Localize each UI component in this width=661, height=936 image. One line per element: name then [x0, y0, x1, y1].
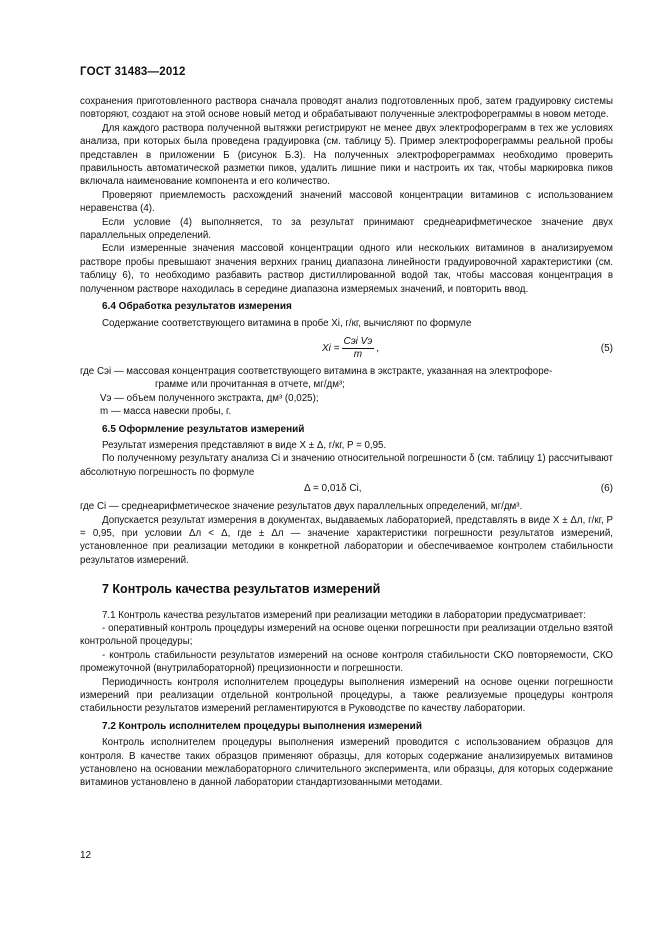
- paragraph: 7.1 Контроль качества результатов измерений при реализации методики в лаборатории предусматривает:: [102, 609, 586, 621]
- paragraph: Для каждого раствора полученной вытяжки регистрируют не менее двух электрофореграмм в тех же условиях анализа, при которых была проведена градуировка (см. таблицу 5). Пример электрофореграммы реальной пробы представлен в приложении Б (рисунок Б.3). На полученных электрофореграммах необходимо проверить правильность автоматической разметки пиков, удалить лишние пики и настроить их так, чтобы маркировка пиков включала наименование компонента и его количество.: [80, 122, 613, 188]
- equation-number: (5): [600, 342, 613, 354]
- page-header: ГОСТ 31483—2012: [80, 66, 186, 78]
- paragraph: Содержание соответствующего витамина в пробе Xi, г/кг, вычисляют по формуле: [102, 317, 472, 329]
- definition-ci: где Ci — среднеарифметическое значение результатов двух параллельных определений, мг/дм³.: [80, 501, 523, 513]
- definition-m: m — масса навески пробы, г.: [100, 406, 232, 418]
- paragraph: сохранения приготовленного раствора сначала проводят анализ подготовленных проб, затем градуировку системы повторяют, создают на этой основе новый метод и обрабатывают полученные электрофореграммы в новом методе.: [80, 96, 613, 121]
- section-heading-7: 7 Контроль качества результатов измерений: [102, 582, 381, 597]
- page-number: 12: [80, 850, 92, 861]
- page-content: [80, 95, 613, 790]
- section-heading-6-4: 6.4 Обработка результатов измерения: [102, 301, 292, 313]
- section-heading-7-2: 7.2 Контроль исполнителем процедуры выполнения измерений: [102, 720, 422, 732]
- section-heading-6-5: 6.5 Оформление результатов измерений: [102, 423, 305, 435]
- formula-6-body: Δ = 0,01δ Ci,: [304, 483, 362, 495]
- formula-5: [80, 333, 613, 363]
- definition-c-line1: где Cэi — массовая концентрация соответствующего витамина в экстракте, указанная на электрофоре-: [80, 365, 553, 377]
- formula-numerator: Cэi Vэ: [343, 335, 373, 347]
- formula-denominator: m: [353, 348, 363, 360]
- definition-v: Vэ — объем полученного экстракта, дм³ (0,025);: [100, 392, 319, 404]
- formula-6: [80, 481, 613, 498]
- formula-lhs: Xi =: [322, 342, 340, 354]
- paragraph: Если условие (4) выполняется, то за результат принимают среднеарифметическое значение двух параллельных определений.: [80, 216, 613, 242]
- definition-c: [80, 365, 613, 392]
- paragraph: Проверяют приемлемость расхождений значений массовой концентрации витаминов с использованием неравенства (4).: [80, 189, 613, 215]
- paragraph: Если измеренные значения массовой концентрации одного или нескольких витаминов в анализируемом растворе пробы превышают значения верхних границ диапазона линейности градуировочной характеристики (см. таблицу 6), то необходимо разбавить раствор дистиллированной водой так, чтобы массовая концентрация в полученном растворе находилась в середине диапазона измеряемых значений, и повторить ввод.: [80, 243, 613, 295]
- formula-tail: ,: [376, 342, 380, 354]
- definition-c-line2: грамме или прочитанная в отчете, мг/дм³;: [155, 379, 345, 391]
- paragraph: Периодичность контроля исполнителем процедуры выполнения измерений на основе оценки погрешности измерений при реализации отдельной контрольной процедуры, а также реализуемые процедуры контроля стабильности результатов измерений регламентируются в Руководстве по качеству лаборатории.: [80, 676, 613, 715]
- equation-number: (6): [600, 483, 613, 495]
- paragraph: Контроль исполнителем процедуры выполнения измерений проводится с использованием образцов для контроля. В качестве таких образцов применяют образцы, для которых содержание анализируемых витаминов установлено на основании межлабораторного сличительного эксперимента, или образцы, для которых содержание витаминов установлено в данной лаборатории стандартизованными методами.: [80, 737, 613, 789]
- paragraph: Допускается результат измерения в документах, выдаваемых лабораторией, представлять в виде X ± Δл, г/кг, P = 0,95, при условии Δл < Δ, где ± Δл — значение характеристики погрешности результатов измерений, установленное при реализации методики в конкретной лаборатории и обеспечиваемое контролем стабильности результатов измерений.: [80, 514, 613, 566]
- paragraph: По полученному результату анализа Ci и значению относительной погрешности δ (см. таблицу 1) рассчитывают абсолютную погрешность по формуле: [80, 453, 613, 478]
- paragraph: Результат измерения представляют в виде X ± Δ, г/кг, P = 0,95.: [102, 439, 387, 451]
- formula-fraction: [342, 336, 375, 361]
- list-item: - оперативный контроль процедуры измерений на основе оценки погрешности при реализации отдельно взятой контрольной процедуры;: [80, 623, 613, 648]
- list-item: - контроль стабильности результатов измерений на основе контроля стабильности СКО повторяемости, СКО промежуточной (внутрилабораторной) прецизионности и погрешности.: [80, 649, 613, 675]
